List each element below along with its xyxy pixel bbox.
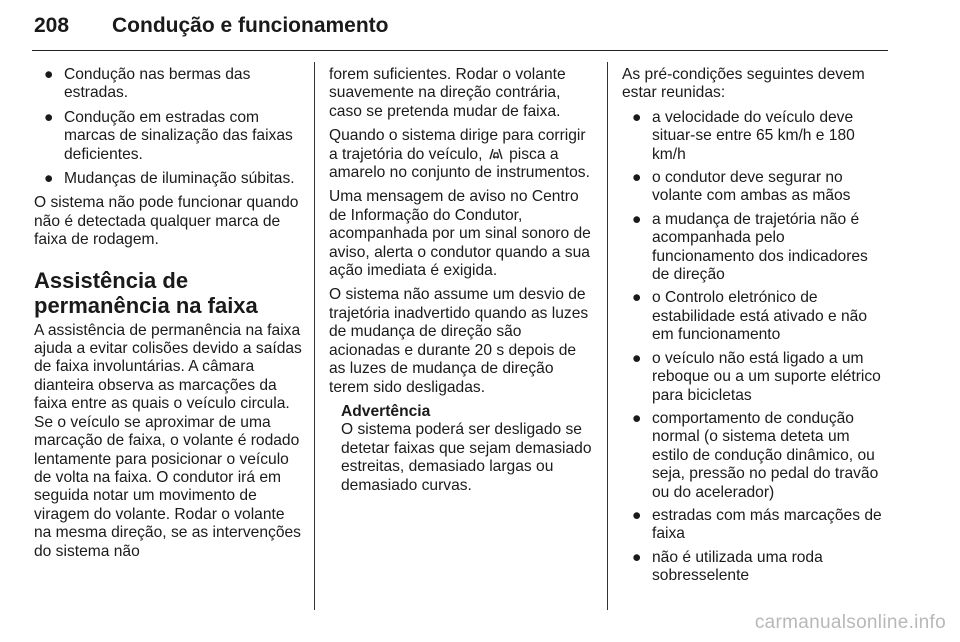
bullet-list: [34, 66, 302, 188]
list-item-text: Condução nas bermas das estradas.: [64, 66, 251, 102]
text-fragment: Quando o sistema dirige para corrigir a trajetória do veículo,: [329, 127, 586, 163]
list-item: [622, 109, 888, 164]
preconditions-list: [622, 109, 888, 586]
page-number: 208: [34, 14, 70, 37]
bullet-icon: ●: [632, 210, 642, 228]
bullet-icon: ●: [632, 169, 642, 187]
warning-title: Advertência: [341, 402, 431, 420]
watermark: carmanualsonline.info: [754, 612, 946, 633]
paragraph-steering: [329, 127, 595, 182]
column-middle: [329, 66, 595, 495]
warning-box: [341, 403, 595, 495]
list-item-text: comportamento de condução normal (o sistema deteta um estilo de condução dinâmico, ou seja, pressão no pedal do travão ou do acelerador): [652, 409, 879, 501]
bullet-icon: ●: [632, 289, 642, 307]
column-right: [622, 66, 888, 591]
bullet-icon: ●: [632, 548, 642, 566]
list-item-text: o veículo não está ligado a um reboque ou a um suporte elétrico para bicicletas: [652, 349, 881, 404]
list-item: [34, 66, 302, 103]
list-item: [622, 169, 888, 206]
list-item: [622, 350, 888, 405]
list-item: [622, 507, 888, 544]
warning-text: O sistema poderá ser desligado se detetar faixas que sejam demasiado estreitas, demasiado largas ou demasiado curvas.: [341, 421, 592, 494]
list-item-text: estradas com más marcações de faixa: [652, 506, 882, 543]
section-heading: Assistência de permanência na faixa: [34, 267, 258, 318]
column-divider: [607, 62, 608, 610]
column-left: [34, 66, 302, 567]
list-item: [622, 549, 888, 586]
list-item-text: Mudanças de iluminação súbitas.: [64, 170, 295, 188]
paragraph-continued: forem suficientes. Rodar o volante suavemente na direção contrária, caso se pretenda mudar de faixa.: [329, 66, 566, 120]
list-item-text: o Controlo eletrónico de estabilidade está ativado e não em funcionamento: [652, 289, 868, 344]
list-item-text: a mudança de trajetória não é acompanhada pelo funcionamento dos indicadores de direção: [652, 210, 868, 284]
list-item-text: não é utilizada uma roda sobresselente: [652, 548, 823, 585]
bullet-icon: ●: [44, 108, 54, 126]
bullet-icon: ●: [632, 349, 642, 367]
bullet-icon: ●: [44, 66, 54, 83]
bullet-icon: ●: [632, 409, 642, 427]
bullet-icon: ●: [632, 506, 642, 524]
list-item-text: Condução em estradas com marcas de sinalização das faixas deficientes.: [64, 108, 293, 163]
paragraph-intro: A assistência de permanência na faixa ajuda a evitar colisões devido a saídas de faixa involuntárias. A câmara dianteira observa as marcações da faixa entre as quais o veículo circula. Se o veículo se aproximar de uma marcação de faixa, o volante é rodado lentamente para posicionar o veículo de volta na faixa. O condutor irá em seguida notar um movimento de viragem do volante. Rodar o volante na mesma direção, se as intervenções do sistema não: [34, 321, 302, 560]
list-item: [622, 289, 888, 344]
column-divider: [314, 62, 315, 610]
bullet-icon: ●: [632, 108, 642, 126]
chapter-title: Condução e funcionamento: [112, 14, 389, 37]
list-item-text: a velocidade do veículo deve situar-se entre 65 km/h e 180 km/h: [652, 108, 855, 163]
list-item: [622, 211, 888, 285]
paragraph-limitation: O sistema não pode funcionar quando não é detectada qualquer marca de faixa de rodagem.: [34, 194, 299, 249]
lane-keep-assist-icon: [487, 148, 505, 160]
list-item-text: o condutor deve segurar no volante com ambas as mãos: [652, 169, 851, 205]
text-fragment: pisca a amarelo no conjunto de instrumentos.: [329, 145, 590, 182]
list-item: [34, 109, 302, 164]
page-header: [32, 10, 888, 51]
paragraph-message: Uma mensagem de aviso no Centro de Informação do Condutor, acompanhada por um sinal sonoro de aviso, alerta o condutor quando a sua ação imediata é exigida.: [329, 188, 591, 280]
preconditions-intro: As pré-condições seguintes devem estar reunidas:: [622, 66, 865, 102]
paragraph-deviation: O sistema não assume um desvio de trajetória inadvertido quando as luzes de mudança de direção são acionadas e durante 20 s depois de as luzes de mudança de direção terem sido desligadas.: [329, 286, 589, 396]
bullet-icon: ●: [44, 170, 54, 188]
list-item: [34, 170, 302, 188]
list-item: [622, 410, 888, 502]
